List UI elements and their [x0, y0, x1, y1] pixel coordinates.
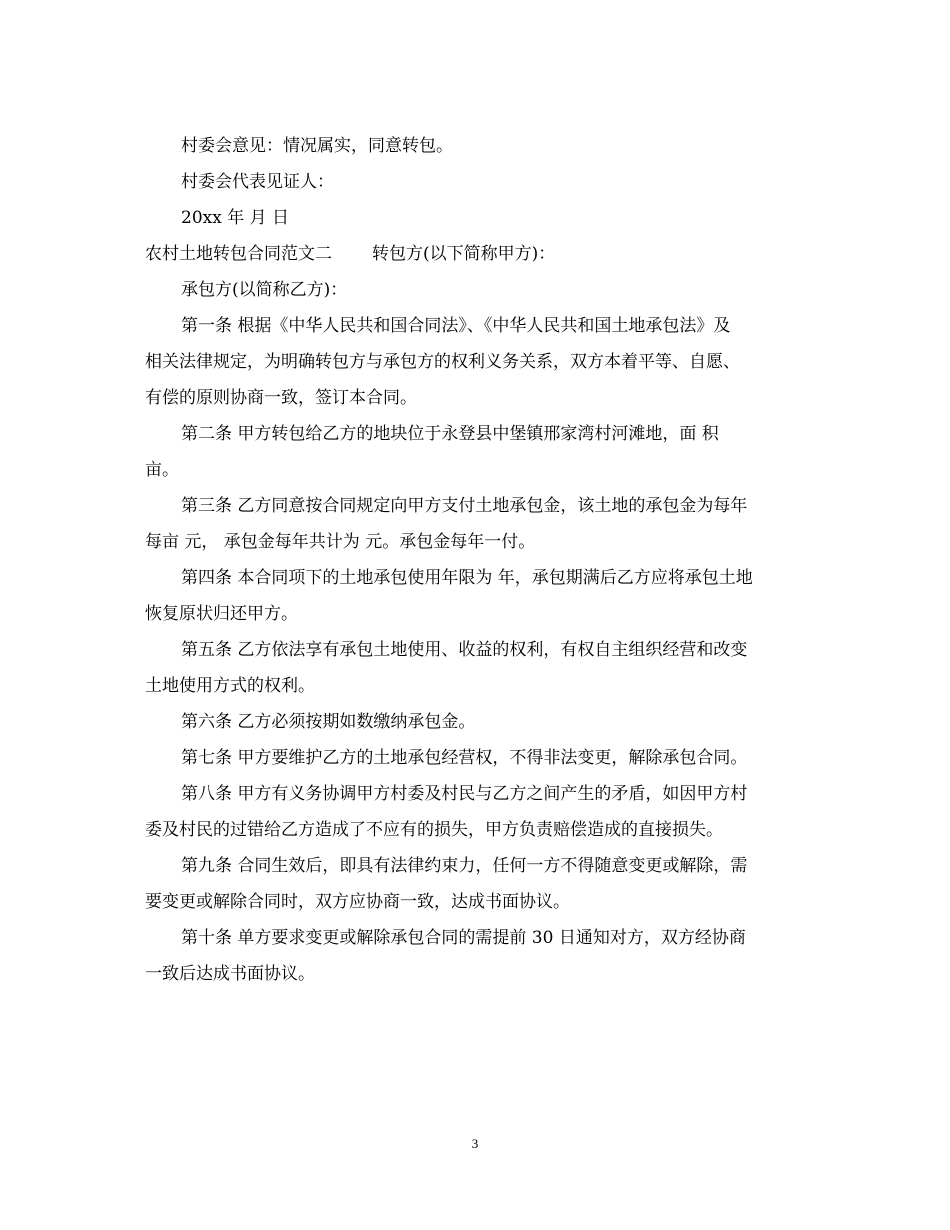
document-body	[145, 128, 810, 992]
paragraph-line: 有偿的原则协商一致，签订本合同。	[145, 388, 417, 408]
paragraph-line: 第一条 根据《中华人民共和国合同法》、《中华人民共和国土地承包法》及	[181, 316, 731, 336]
paragraph-line: 第九条 合同生效后，即具有法律约束力，任何一方不得随意变更或解除，需	[181, 856, 748, 876]
paragraph-line: 土地使用方式的权利。	[145, 676, 315, 696]
paragraph-line: 第七条 甲方要维护乙方的土地承包经营权，不得非法变更，解除承包合同。	[181, 748, 748, 768]
paragraph-line: 亩。	[145, 460, 179, 480]
paragraph-line: 一致后达成书面协议。	[145, 964, 315, 984]
paragraph-line: 相关法律规定，为明确转包方与承包方的权利义务关系，双方本着平等、自愿、	[145, 352, 740, 372]
paragraph-line: 第十条 单方要求变更或解除承包合同的需提前 30 日通知对方，双方经协商	[181, 928, 746, 948]
section-heading-line	[145, 236, 810, 272]
paragraph-line: 承包方(以简称乙方)：	[181, 280, 348, 300]
paragraph-line: 第八条 甲方有义务协调甲方村委及村民与乙方之间产生的矛盾，如因甲方村	[181, 784, 748, 804]
paragraph-line: 第二条 甲方转包给乙方的地块位于永登县中堡镇邢家湾村河滩地，面 积	[181, 424, 719, 444]
paragraph-line: 村委会意见：情况属实，同意转包。	[181, 136, 453, 156]
paragraph-line: 每亩 元， 承包金每年共计为 元。承包金每年一付。	[145, 532, 536, 552]
paragraph-line: 委及村民的过错给乙方造成了不应有的损失，甲方负责赔偿造成的直接损失。	[145, 820, 723, 840]
paragraph-line: 村委会代表见证人：	[181, 172, 334, 192]
paragraph-line: 第五条 乙方依法享有承包土地使用、收益的权利，有权自主组织经营和改变	[181, 640, 748, 660]
paragraph-line: 第六条 乙方必须按期如数缴纳承包金。	[181, 712, 476, 732]
page-number: 3	[471, 1136, 479, 1151]
paragraph-line: 要变更或解除合同时，双方应协商一致，达成书面协议。	[145, 892, 570, 912]
paragraph-line: 第四条 本合同项下的土地承包使用年限为 年，承包期满后乙方应将承包土地	[181, 568, 753, 588]
section-heading: 农村土地转包合同范文二	[145, 244, 332, 264]
paragraph-line: 第三条 乙方同意按合同规定向甲方支付土地承包金，该土地的承包金为每年	[181, 496, 748, 516]
paragraph-text: 转包方(以下简称甲方)：	[372, 244, 556, 264]
paragraph-line: 恢复原状归还甲方。	[145, 604, 298, 624]
paragraph-line: 20xx 年 月 日	[181, 208, 290, 228]
